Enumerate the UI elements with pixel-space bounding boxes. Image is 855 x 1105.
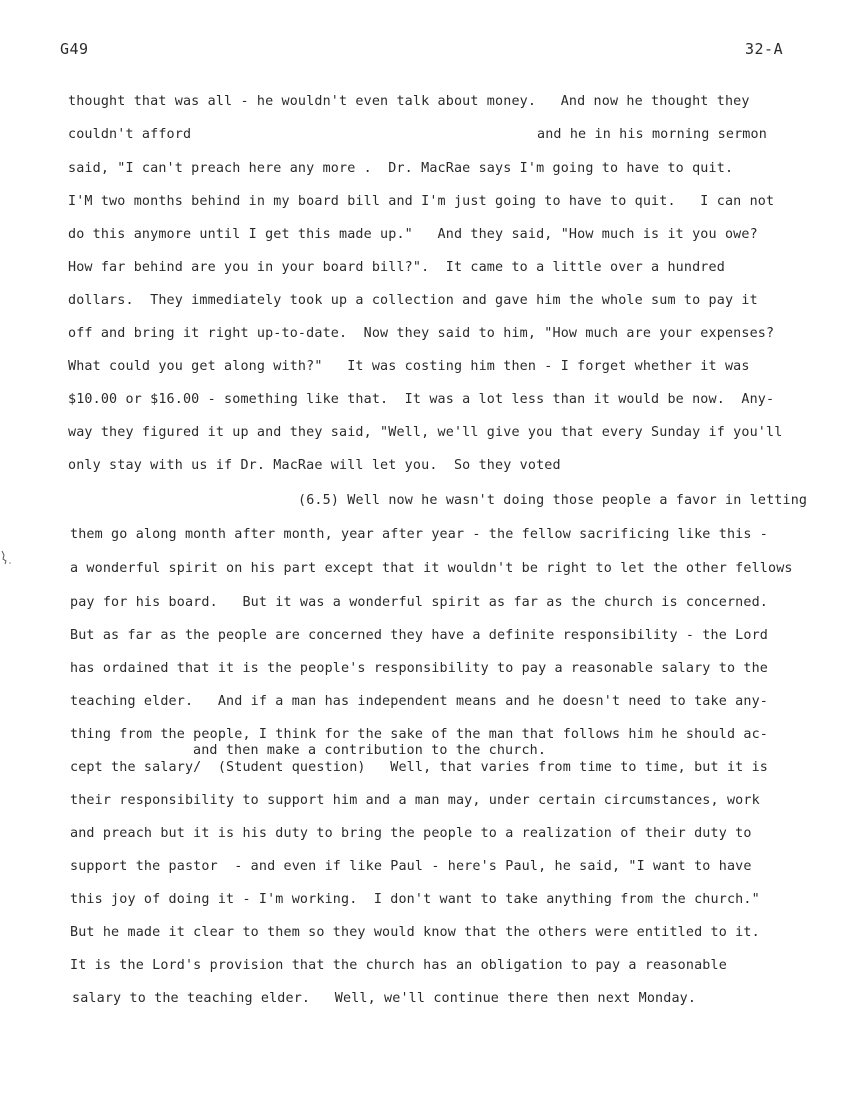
text-line: salary to the teaching elder. Well, we'll continue there then next Monday. bbox=[72, 991, 697, 1006]
text-line: But he made it clear to them so they would know that the others were entitled to it. bbox=[70, 925, 760, 940]
text-line: cept the salary/ (Student question) Well, that varies from time to time, but it is bbox=[70, 760, 769, 775]
text-line: What could you get along with?" It was costing him then - I forget whether it was bbox=[68, 359, 750, 374]
text-line: It is the Lord's provision that the church has an obligation to pay a reasonable bbox=[70, 958, 727, 973]
text-line: off and bring it right up-to-date. Now they said to him, "How much are your expenses? bbox=[68, 326, 775, 341]
text-line: a wonderful spirit on his part except that it wouldn't be right to let the other fellows bbox=[70, 561, 793, 576]
text-line: couldn't afford bbox=[68, 127, 192, 142]
text-line: dollars. They immediately took up a collection and gave him the whole sum to pay it bbox=[68, 293, 758, 308]
text-line: thing from the people, I think for the sake of the man that follows him he should ac- bbox=[70, 727, 769, 742]
text-line: (6.5) Well now he wasn't doing those people a favor in letting bbox=[298, 493, 808, 508]
text-line: do this anymore until I get this made up." And they said, "How much is it you owe? bbox=[68, 227, 758, 242]
text-line: them go along month after month, year after year - the fellow sacrificing like this - bbox=[70, 527, 769, 542]
page-code: G49 bbox=[60, 40, 89, 58]
text-line: teaching elder. And if a man has independent means and he doesn't need to take any- bbox=[70, 694, 769, 709]
text-line: only stay with us if Dr. MacRae will let you. So they voted bbox=[68, 458, 561, 473]
text-line: thought that was all - he wouldn't even talk about money. And now he thought they bbox=[68, 94, 750, 109]
text-line: said, "I can't preach here any more . Dr. MacRae says I'm going to have to quit. bbox=[68, 161, 734, 176]
handwritten-insertion: and then make a contribution to the church. bbox=[193, 743, 547, 758]
text-line: How far behind are you in your board bill?". It came to a little over a hundred bbox=[68, 260, 725, 275]
text-line: and preach but it is his duty to bring the people to a realization of their duty to bbox=[70, 826, 752, 841]
text-line: this joy of doing it - I'm working. I don't want to take anything from the church." bbox=[70, 892, 760, 907]
text-line: support the pastor - and even if like Paul - here's Paul, he said, "I want to have bbox=[70, 859, 752, 874]
text-line: their responsibility to support him and a man may, under certain circumstances, work bbox=[70, 793, 760, 808]
text-line: pay for his board. But it was a wonderful spirit as far as the church is concerned. bbox=[70, 595, 769, 610]
margin-speck-icon bbox=[0, 549, 14, 567]
text-line: and he in his morning sermon bbox=[537, 127, 767, 142]
text-line: has ordained that it is the people's responsibility to pay a reasonable salary to the bbox=[70, 661, 769, 676]
page-number: 32-A bbox=[745, 40, 784, 58]
text-line: But as far as the people are concerned they have a definite responsibility - the Lord bbox=[70, 628, 769, 643]
text-line: way they figured it up and they said, "Well, we'll give you that every Sunday if you'll bbox=[68, 425, 783, 440]
text-line: I'M two months behind in my board bill and I'm just going to have to quit. I can not bbox=[68, 194, 775, 209]
text-line: $10.00 or $16.00 - something like that. It was a lot less than it would be now. Any- bbox=[68, 392, 775, 407]
